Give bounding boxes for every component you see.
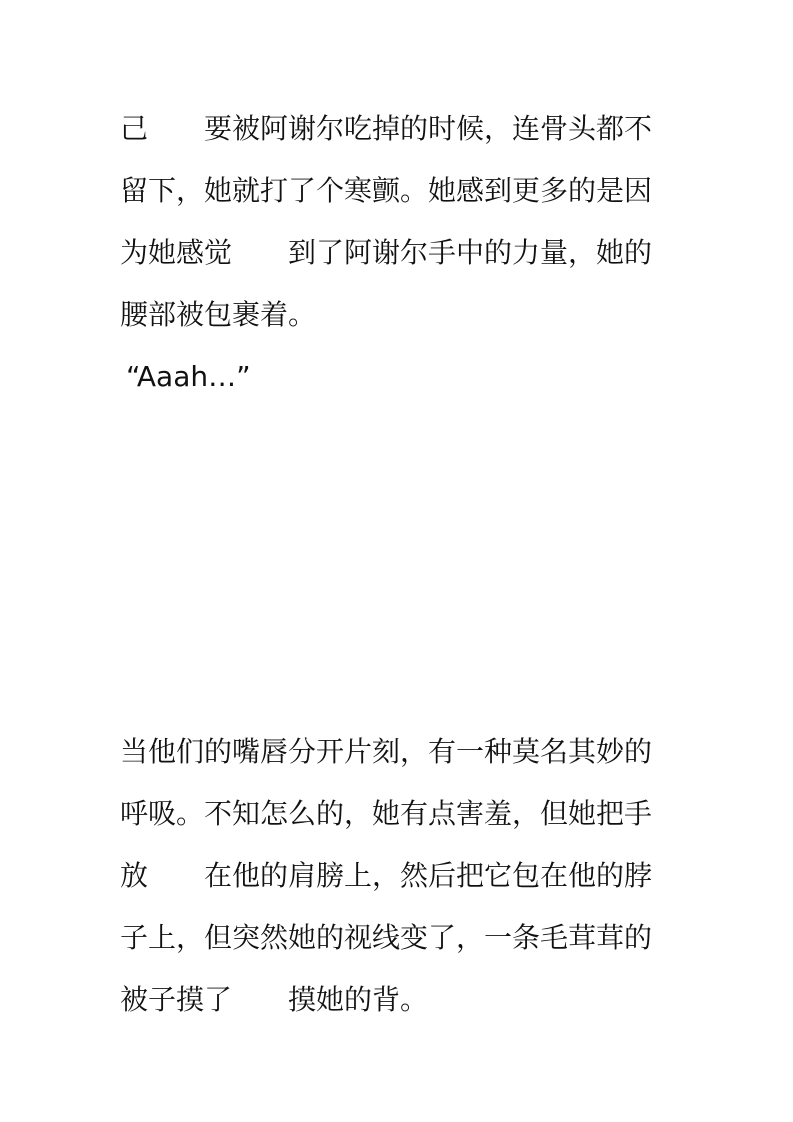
paragraph-line: 被子摸了 摸她的背。 bbox=[120, 983, 429, 1016]
paragraph-line: 己 要被阿谢尔吃掉的时候，连骨头都不 bbox=[120, 112, 653, 145]
paragraph-line: 呼吸。不知怎么的，她有点害羞，但她把手 bbox=[120, 797, 653, 830]
paragraph-line: 当他们的嘴唇分开片刻，有一种莫名其妙的 bbox=[120, 735, 653, 768]
paragraph-line: 留下，她就打了个寒颤。她感到更多的是因 bbox=[120, 174, 653, 207]
paragraph-line: 子上，但突然她的视线变了，一条毛茸茸的 bbox=[120, 921, 653, 954]
paragraph-line: 为她感觉 到了阿谢尔手中的力量，她的 bbox=[120, 236, 653, 269]
paragraph-line: 放 在他的肩膀上，然后把它包在他的脖 bbox=[120, 859, 653, 892]
dialogue-quote: “Aaah…” bbox=[126, 360, 251, 393]
paragraph-line: 腰部被包裹着。 bbox=[120, 298, 317, 331]
